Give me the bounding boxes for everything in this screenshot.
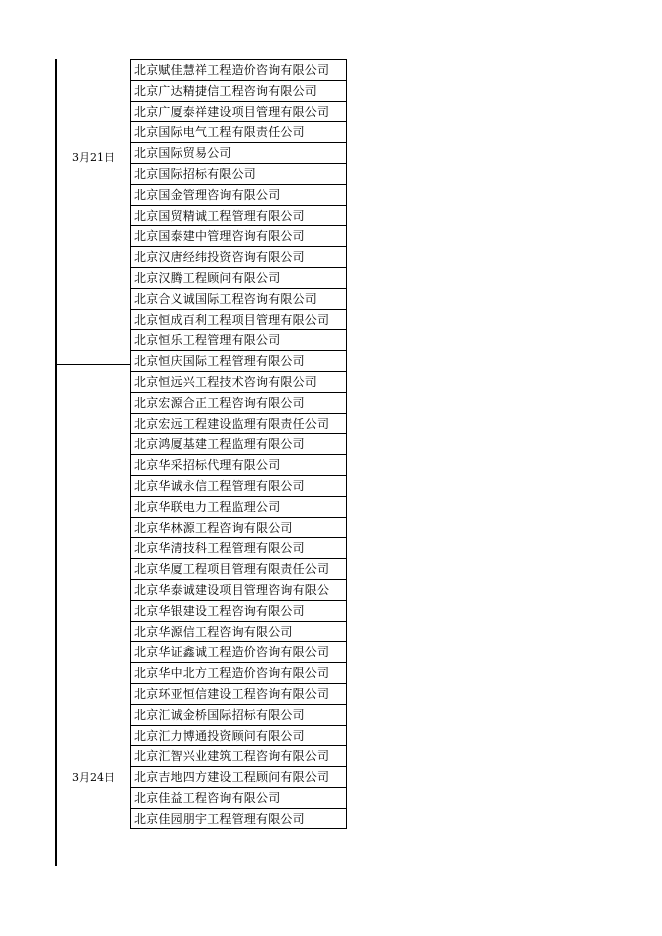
table-row[interactable] (130, 580, 347, 601)
company-name-cell: 北京佳园朋宇工程管理有限公司 (134, 811, 305, 826)
company-name-cell: 北京汇智兴业建筑工程咨询有限公司 (134, 749, 330, 764)
table-row[interactable] (130, 185, 347, 206)
table-row[interactable] (130, 143, 347, 164)
company-name-cell: 北京赋佳慧祥工程造价咨询有限公司 (134, 63, 330, 77)
table-row[interactable] (130, 226, 347, 247)
table-row[interactable] (130, 268, 347, 289)
table-row[interactable] (130, 164, 347, 185)
table-row[interactable] (130, 663, 347, 684)
company-name-cell: 北京佳益工程咨询有限公司 (134, 790, 281, 805)
company-name-cell: 北京华林源工程咨询有限公司 (134, 520, 293, 535)
company-name-cell: 北京国际贸易公司 (134, 146, 232, 161)
table-row[interactable] (130, 434, 347, 455)
table-row[interactable] (130, 642, 347, 663)
company-name-cell: 北京汉腾工程顾问有限公司 (134, 270, 281, 285)
table-row[interactable] (130, 684, 347, 705)
group-border-2 (55, 365, 57, 866)
company-name-cell: 北京恒乐工程管理有限公司 (134, 333, 281, 348)
table-row[interactable] (130, 767, 347, 788)
table-row[interactable] (130, 81, 347, 102)
table-row[interactable] (130, 559, 347, 580)
company-name-cell: 北京华中北方工程造价咨询有限公司 (134, 666, 330, 681)
table-row[interactable] (130, 393, 347, 414)
table-row[interactable] (130, 310, 347, 331)
company-name-cell: 北京华证鑫诚工程造价咨询有限公司 (134, 645, 330, 660)
table-row[interactable] (130, 622, 347, 643)
company-name-cell: 北京恒远兴工程技术咨询有限公司 (134, 374, 318, 389)
company-name-cell: 北京国金管理咨询有限公司 (134, 187, 281, 202)
table-row[interactable] (130, 414, 347, 435)
company-name-cell: 北京恒庆国际工程管理有限公司 (134, 354, 305, 369)
company-name-cell: 北京吉地四方建设工程顾问有限公司 (134, 770, 330, 785)
company-name-cell: 北京国际电气工程有限责任公司 (134, 125, 305, 140)
company-name-cell: 北京华联电力工程监理公司 (134, 499, 281, 514)
group-divider (55, 364, 130, 365)
table-row[interactable] (130, 746, 347, 767)
date-cell-group-1: 3月21日 (72, 151, 115, 164)
company-name-cell: 北京恒成百利工程项目管理有限公司 (134, 312, 330, 327)
company-name-cell: 北京汇诚金桥国际招标有限公司 (134, 707, 305, 722)
company-name-cell: 北京国际招标有限公司 (134, 166, 257, 181)
table-row[interactable] (130, 122, 347, 143)
company-name-cell: 北京华泰诚建设项目管理咨询有限公 (134, 582, 330, 597)
table-row[interactable] (130, 705, 347, 726)
table-row[interactable] (130, 726, 347, 747)
company-name-cell: 北京鸿厦基建工程监理有限公司 (134, 437, 305, 452)
company-name-cell: 北京汉唐经纬投资咨询有限公司 (134, 250, 305, 265)
company-name-cell: 北京国泰建中管理咨询有限公司 (134, 229, 305, 244)
company-name-cell: 北京宏远工程建设监理有限责任公司 (134, 416, 330, 431)
date-cell-group-2: 3月24日 (72, 771, 115, 784)
table-row[interactable] (130, 330, 347, 351)
company-name-cell: 北京广达精捷信工程咨询有限公司 (134, 83, 318, 98)
company-name-cell: 北京华银建设工程咨询有限公司 (134, 603, 305, 618)
company-name-cell: 北京汇力博通投资顾问有限公司 (134, 728, 305, 743)
company-name-cell: 北京华厦工程项目管理有限责任公司 (134, 562, 330, 577)
company-name-cell: 北京国贸精诚工程管理有限公司 (134, 208, 305, 223)
company-name-cell: 北京华诚永信工程管理有限公司 (134, 478, 305, 493)
table-row[interactable] (130, 455, 347, 476)
company-name-cell: 北京广厦泰祥建设项目管理有限公司 (134, 104, 330, 119)
table-row[interactable] (130, 809, 347, 830)
company-table (130, 59, 347, 829)
table-row[interactable] (130, 497, 347, 518)
company-name-cell: 北京合义诚国际工程咨询有限公司 (134, 291, 318, 306)
table-row[interactable] (130, 60, 347, 81)
table-row[interactable] (130, 206, 347, 227)
table-row[interactable] (130, 476, 347, 497)
table-row[interactable] (130, 102, 347, 123)
company-name-cell: 北京环亚恒信建设工程咨询有限公司 (134, 686, 330, 701)
group-border-1 (55, 59, 57, 365)
company-name-cell: 北京宏源合正工程咨询有限公司 (134, 395, 305, 410)
table-row[interactable] (130, 601, 347, 622)
company-name-cell: 北京华采招标代理有限公司 (134, 458, 281, 473)
table-row[interactable] (130, 372, 347, 393)
company-name-cell: 北京华源信工程咨询有限公司 (134, 624, 293, 639)
table-row[interactable] (130, 518, 347, 539)
table-row[interactable] (130, 351, 347, 372)
table-row[interactable] (130, 289, 347, 310)
table-row[interactable] (130, 788, 347, 809)
table-row[interactable] (130, 247, 347, 268)
company-name-cell: 北京华清技科工程管理有限公司 (134, 541, 305, 556)
table-row[interactable] (130, 538, 347, 559)
